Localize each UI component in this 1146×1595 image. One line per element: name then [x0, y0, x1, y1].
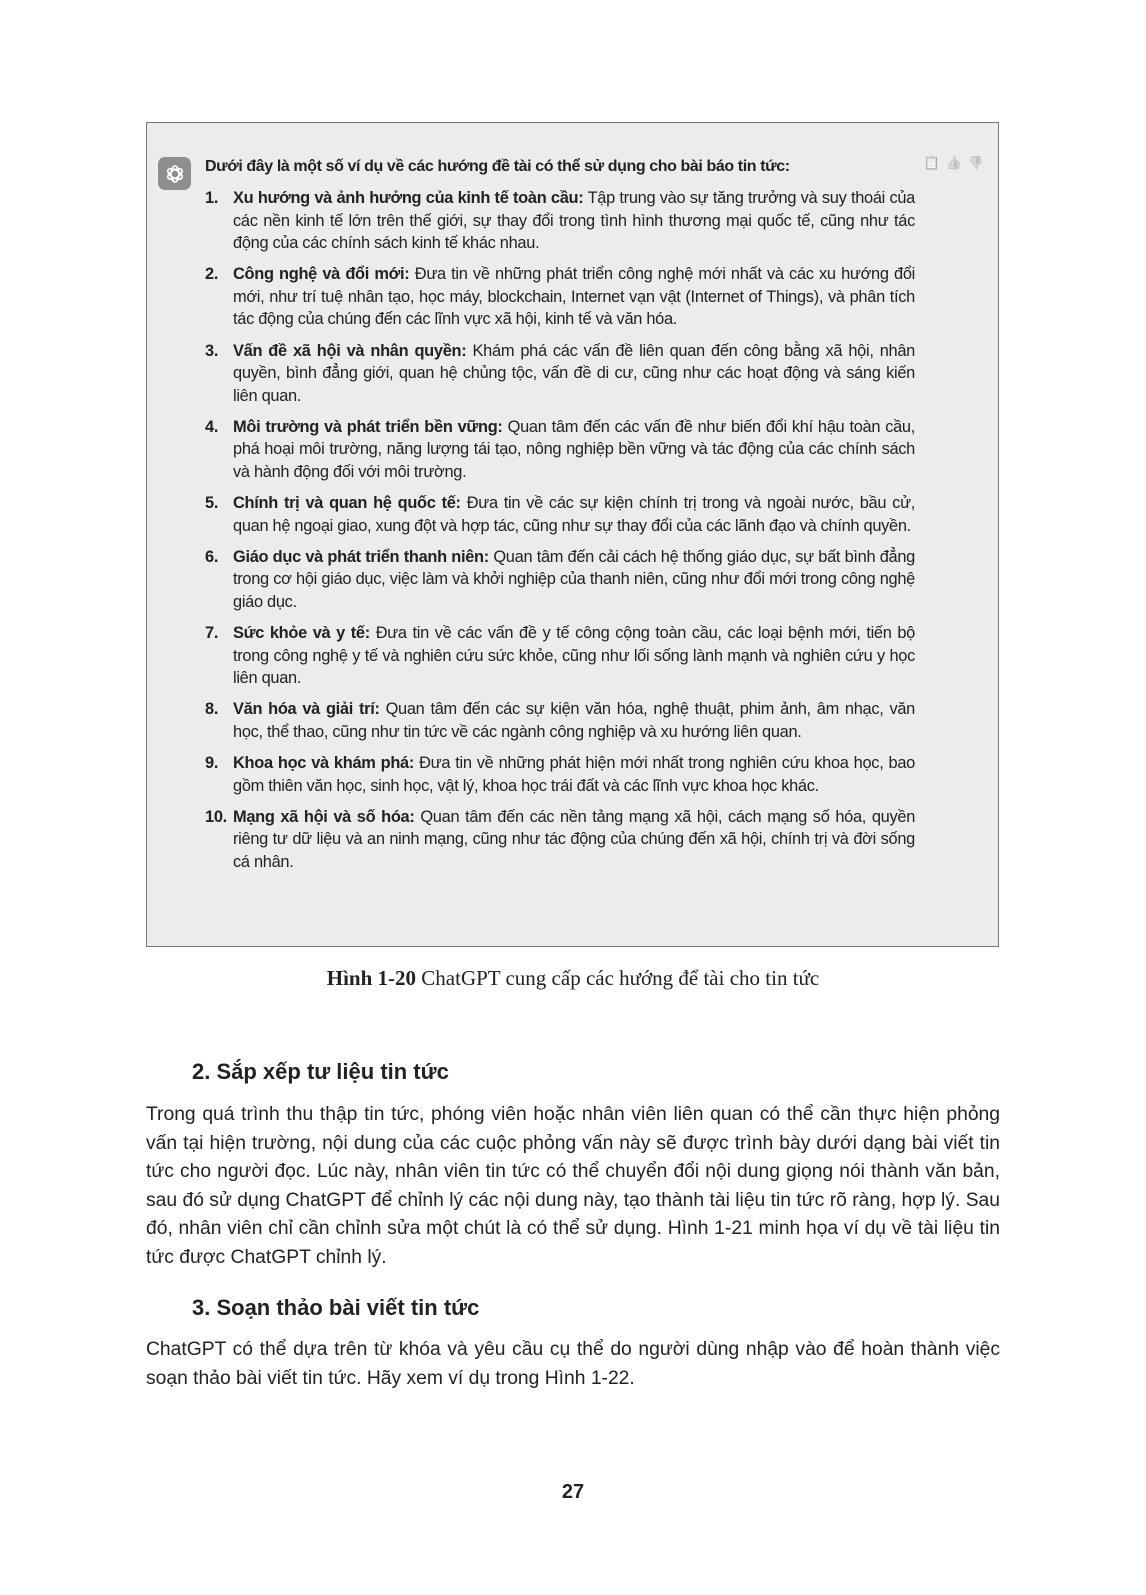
chatgpt-screenshot-figure — [146, 122, 999, 947]
item-title: Giáo dục và phát triển thanh niên: — [233, 547, 489, 566]
item-text: Đưa tin về các vấn đề y tế công cộng toàn cầu, các loại bệnh mới, tiến bộ trong công nghệ y tế và nghiên cứu sức khỏe, cũng như lối sống lành mạnh và nghiên cứu y học liên quan. — [233, 624, 915, 688]
item-number: 10. — [205, 807, 227, 826]
list-item — [205, 187, 915, 255]
item-body — [233, 263, 915, 331]
item-title: Khoa học và khám phá: — [233, 754, 415, 773]
list-item — [205, 698, 915, 743]
item-number: 2. — [205, 265, 219, 284]
section-paragraph: Trong quá trình thu thập tin tức, phóng viên hoặc nhân viên liên quan có thể cần thực hiện phỏng vấn tại hiện trường, nội dung của các cuộc phỏng vấn này sẽ được trình bày dưới dạng bài viết tin tức cho người đọc. Lúc này, nhân viên tin tức có thể chuyển đổi nội dung giọng nói thành văn bản, sau đó sử dụng ChatGPT để chỉnh lý các nội dung này, tạo thành tài liệu tin tức rõ ràng, hợp lý. Sau đó, nhân viên chỉ cần chỉnh sửa một chút là có thể sử dụng. Hình 1-21 minh họa ví dụ về tài liệu tin tức được ChatGPT chỉnh lý. — [146, 1104, 1000, 1268]
item-text: Tập trung vào sự tăng trưởng và suy thoái của các nền kinh tế lớn trên thế giới, sự thay đổi trong tình hình thương mại quốc tế, cũng như tác động của các chính sách kinh tế khác nhau. — [233, 189, 916, 253]
item-text: Quan tâm đến các nền tảng mạng xã hội, cách mạng số hóa, quyền riêng tư dữ liệu và an ninh mạng, cũng như tác động của chúng đến xã hội, chính trị và đời sống cá nhân. — [233, 807, 916, 871]
list-item — [205, 340, 915, 408]
item-body — [233, 492, 915, 537]
item-body — [233, 752, 915, 797]
item-number: 5. — [205, 494, 219, 513]
list-item — [205, 752, 915, 797]
list-item — [205, 492, 915, 537]
item-number: 3. — [205, 341, 219, 360]
item-body — [233, 698, 915, 743]
response-intro: Dưới đây là một số ví dụ về các hướng đề tài có thể sử dụng cho bài báo tin tức: — [205, 158, 790, 175]
item-body — [233, 340, 915, 408]
item-text: Đưa tin về những phát triển công nghệ mới nhất và các xu hướng đổi mới, như trí tuệ nhân tạo, học máy, blockchain, Internet vạn vật (Internet of Things), và phân tích tác động của chúng đến các lĩnh vực xã hội, kinh tế và văn hóa. — [233, 265, 915, 329]
item-body — [233, 806, 915, 874]
item-title: Xu hướng và ảnh hưởng của kinh tế toàn cầu: — [233, 189, 584, 207]
page-number: 27 — [561, 1481, 585, 1503]
item-number: 6. — [205, 547, 219, 566]
item-title: Công nghệ và đổi mới: — [233, 265, 410, 284]
list-item — [205, 263, 915, 331]
item-title: Chính trị và quan hệ quốc tế: — [233, 494, 461, 513]
figure-caption — [0, 966, 1146, 991]
item-title: Mạng xã hội và số hóa: — [233, 807, 415, 826]
item-title: Văn hóa và giải trí: — [233, 700, 380, 719]
item-body — [233, 546, 915, 614]
item-number: 8. — [205, 700, 219, 719]
thumbs-up-icon[interactable]: 👍 — [945, 155, 962, 170]
item-text: Đưa tin về những phát hiện mới nhất trong nghiên cứu khoa học, bao gồm thiên văn học, sinh học, vật lý, khoa học trái đất và các lĩnh vực khoa học khác. — [233, 754, 916, 795]
item-title: Vấn đề xã hội và nhân quyền: — [233, 341, 467, 360]
topic-list — [205, 187, 915, 882]
message-actions — [923, 155, 984, 171]
item-body — [233, 416, 915, 484]
list-item — [205, 806, 915, 874]
item-number: 1. — [205, 189, 219, 207]
chatgpt-logo-icon — [158, 157, 191, 190]
item-number: 9. — [205, 754, 219, 773]
item-number: 7. — [205, 624, 219, 643]
item-text: Khám phá các vấn đề liên quan đến công bằng xã hội, nhân quyền, bình đẳng giới, quan hệ chủng tộc, vấn đề di cư, cũng như các hoạt động và sáng kiến liên quan. — [233, 341, 915, 405]
section-heading: 2. Sắp xếp tư liệu tin tức — [192, 1059, 449, 1084]
caption-text: ChatGPT cung cấp các hướng để tài cho tin tức — [416, 966, 820, 990]
item-title: Môi trường và phát triển bền vững: — [233, 417, 503, 436]
item-title: Sức khỏe và y tế: — [233, 624, 370, 643]
item-text: Quan tâm đến các sự kiện văn hóa, nghệ thuật, phim ảnh, âm nhạc, văn học, thể thao, cũng như tin tức về các ngành công nghiệp và xu hướng liên quan. — [233, 700, 916, 741]
section-paragraph: ChatGPT có thể dựa trên từ khóa và yêu cầu cụ thể do người dùng nhập vào để hoàn thành việc soạn thảo bài viết tin tức. Hãy xem ví dụ trong Hình 1-22. — [146, 1339, 1000, 1389]
item-number: 4. — [205, 417, 219, 436]
item-body — [233, 187, 915, 255]
list-item — [205, 416, 915, 484]
item-body — [233, 622, 915, 690]
thumbs-down-icon[interactable]: 👎 — [967, 155, 984, 170]
copy-icon[interactable]: 📋 — [923, 155, 940, 170]
list-item — [205, 622, 915, 690]
caption-label: Hình 1-20 — [326, 966, 417, 990]
item-text: Quan tâm đến các vấn đề như biến đổi khí hậu toàn cầu, phá hoại môi trường, năng lượng tái tạo, nông nghiệp bền vững và tác động của các chính sách và hành động đối với môi trường. — [233, 417, 915, 482]
section-heading: 3. Soạn thảo bài viết tin tức — [192, 1295, 480, 1320]
item-text: Quan tâm đến cải cách hệ thống giáo dục, sự bất bình đẳng trong cơ hội giáo dục, việc làm và khởi nghiệp của thanh niên, cũng như đổi mới trong công nghệ giáo dục. — [233, 547, 915, 611]
item-text: Đưa tin về các sự kiện chính trị trong và ngoài nước, bầu cử, quan hệ ngoại giao, xung đột và hợp tác, cũng như sự thay đổi của các lãnh đạo và chính quyền. — [233, 494, 916, 535]
list-item — [205, 546, 915, 614]
